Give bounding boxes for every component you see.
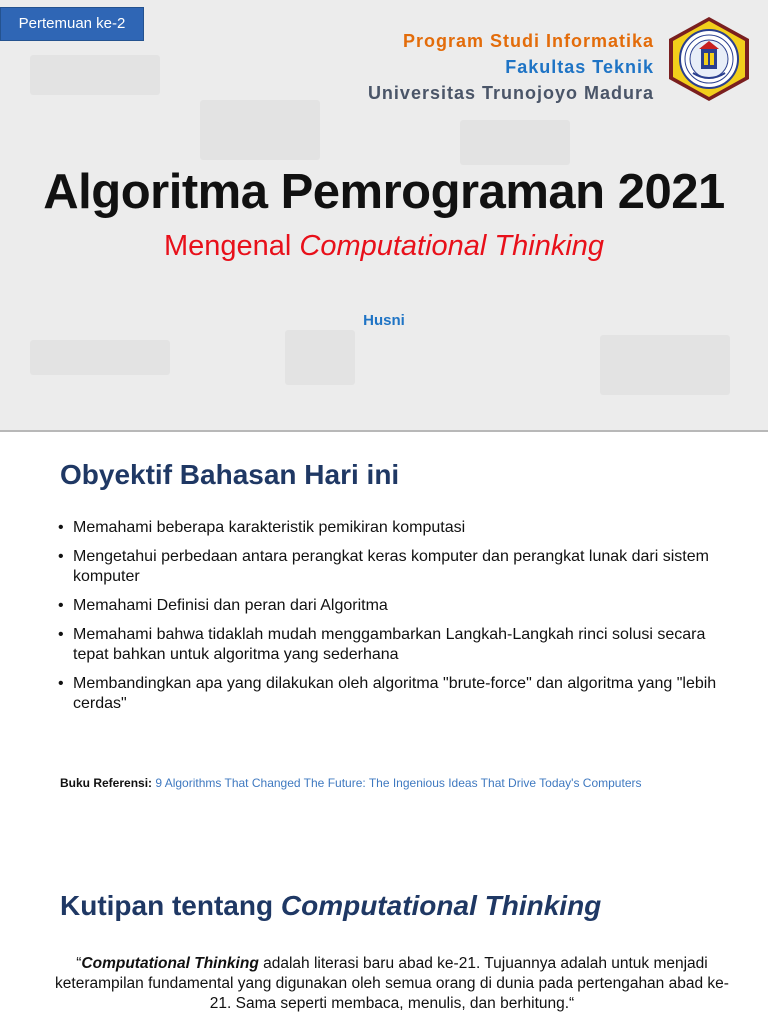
objectives-title: Obyektif Bahasan Hari ini — [60, 459, 400, 490]
objective-text: Mengetahui perbedaan antara perangkat keras komputer dan perangkat lunak dari sistem komputer — [73, 548, 709, 585]
quote-term: Computational Thinking — [81, 955, 259, 972]
background-texture — [200, 100, 320, 160]
presentation-title: Algoritma Pemrograman 2021 — [43, 165, 725, 219]
university-name: Universitas Trunojoyo Madura — [367, 83, 654, 103]
background-texture — [460, 120, 570, 165]
faculty-name: Fakultas Teknik — [505, 57, 654, 77]
list-item — [58, 596, 718, 616]
author-name: Husni — [363, 312, 405, 329]
objective-text: Membandingkan apa yang dilakukan oleh algoritma "brute-force" dan algoritma yang "lebih cerdas" — [73, 675, 717, 712]
reference-title: 9 Algorithms That Changed The Future: The Ingenious Ideas That Drive Today's Computers — [155, 776, 642, 790]
list-item — [58, 518, 718, 538]
university-seal-icon — [663, 13, 755, 105]
reference-label: Buku Referensi: — [60, 776, 156, 790]
quote-close-mark: “ — [569, 995, 575, 1012]
background-texture — [30, 340, 170, 375]
list-item — [58, 625, 718, 665]
objective-text: Memahami beberapa karakteristik pemikiran komputasi — [73, 519, 466, 536]
quote-slide — [0, 848, 768, 1024]
objective-text: Memahami bahwa tidaklah mudah menggambarkan Langkah-Langkah rinci solusi secara tepat bahkan untuk algoritma yang sederhana — [73, 626, 706, 663]
bullet: • — [58, 597, 64, 614]
session-badge: Pertemuan ke-2 — [0, 7, 144, 41]
reference-line — [60, 776, 641, 790]
quote-title-italic: Computational Thinking — [280, 890, 602, 921]
bullet: • — [58, 626, 64, 643]
bullet: • — [58, 548, 64, 565]
program-name: Program Studi Informatika — [402, 31, 654, 51]
list-item — [58, 674, 718, 714]
title-slide — [0, 0, 768, 432]
institution-block — [368, 28, 654, 106]
quote-slide-title — [60, 890, 601, 922]
background-texture — [600, 335, 730, 395]
list-item — [58, 547, 718, 587]
quote-body: adalah literasi baru abad ke-21. Tujuannya adalah untuk menjadi keterampilan fundamental yang digunakan oleh semua orang di dunia pada pertengahan abad ke-21. Sama seperti membaca, menulis, dan berhitung. — [55, 955, 729, 1012]
presentation-subtitle — [0, 230, 768, 263]
bullet: • — [58, 675, 64, 692]
quote-title-prefix: Kutipan tentang — [60, 890, 281, 921]
bullet: • — [58, 519, 64, 536]
quote-open-mark: “ — [76, 955, 82, 972]
quote-text — [52, 954, 732, 1014]
background-texture — [30, 55, 160, 95]
objectives-slide — [0, 434, 768, 844]
objective-text: Memahami Definisi dan peran dari Algoritma — [73, 597, 388, 614]
background-texture — [285, 330, 355, 385]
subtitle-prefix: Mengenal — [163, 230, 300, 262]
subtitle-italic: Computational Thinking — [299, 230, 605, 262]
objectives-list — [58, 518, 718, 723]
